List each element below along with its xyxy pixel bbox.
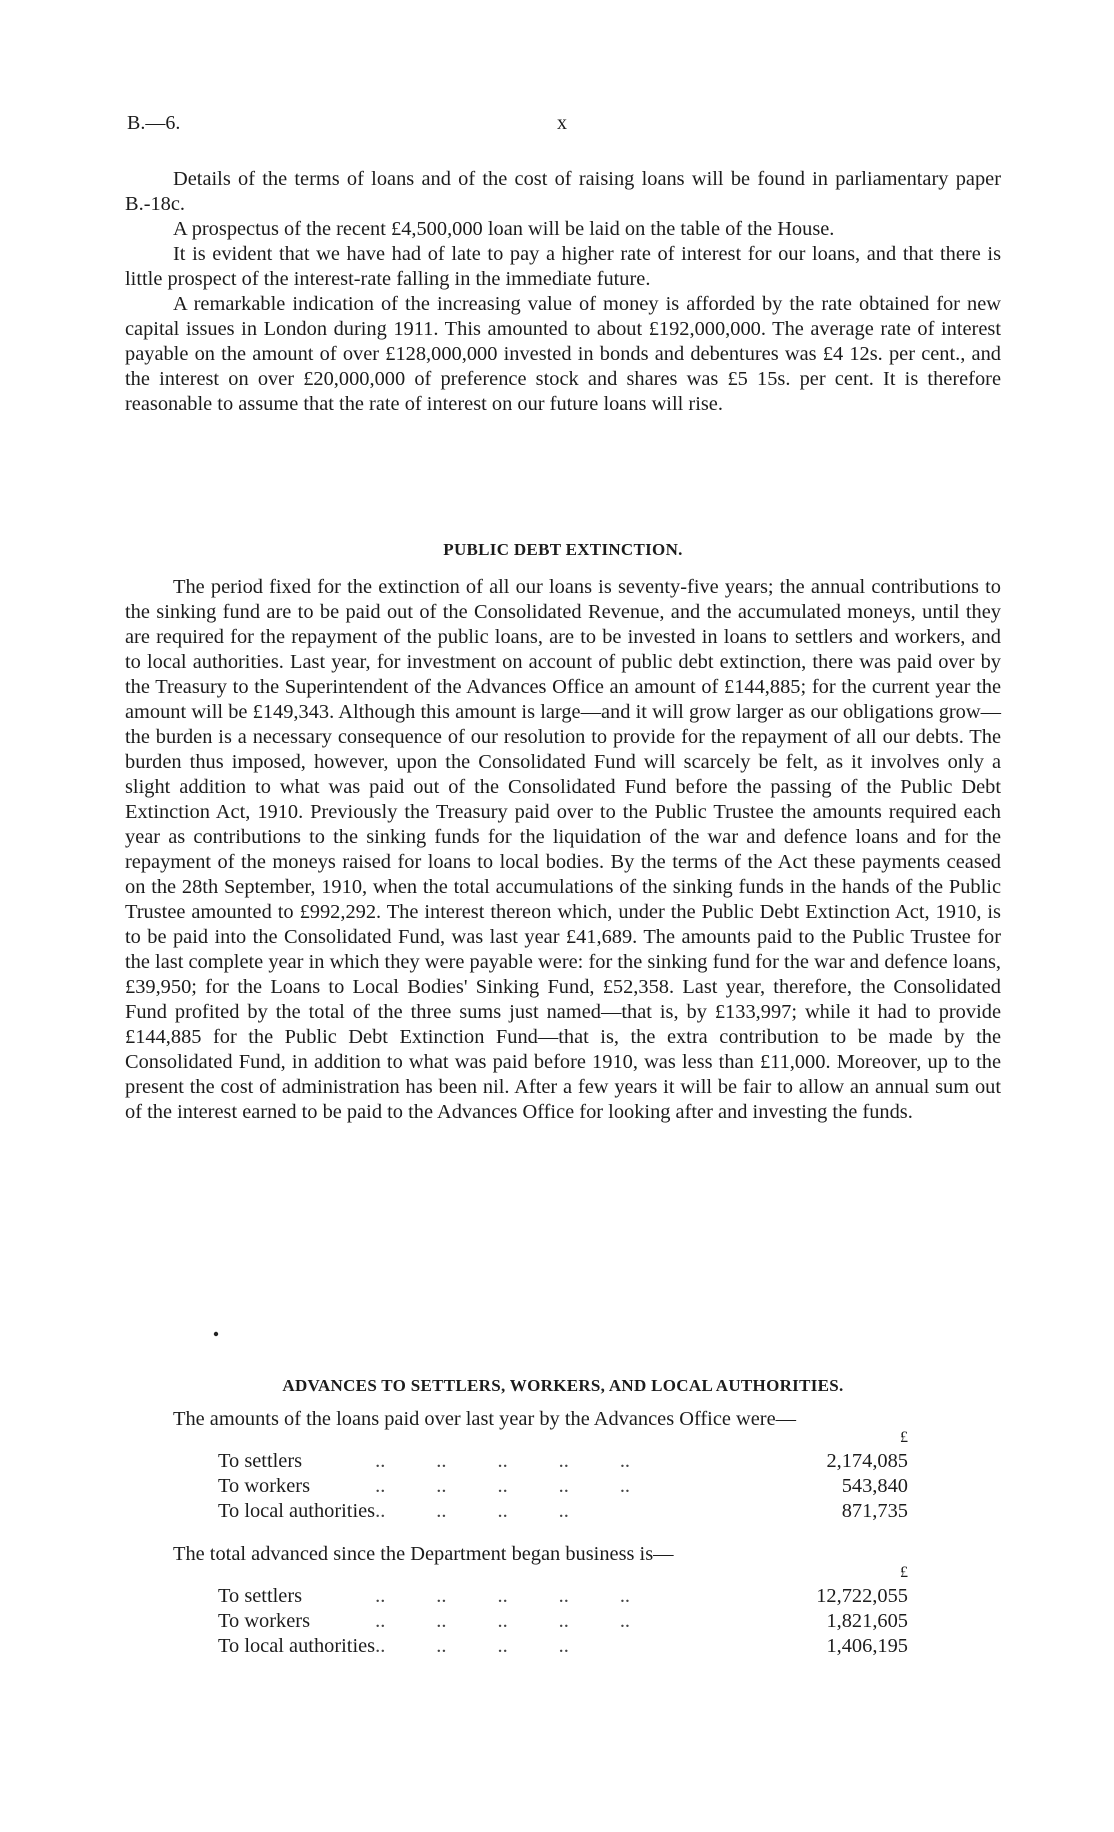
last-year-lead-text: The amounts of the loans paid over last year by the Advances Office were—: [173, 1408, 797, 1430]
intro-section: [125, 167, 1001, 417]
table-row: [218, 1609, 908, 1634]
row-label: To workers: [218, 1475, 311, 1497]
dot-leader: .. .. .. ..: [375, 1500, 569, 1522]
dot-leader: .. .. .. .. ..: [375, 1475, 631, 1497]
paragraph-public-debt-extinction: The period fixed for the extinction of all our loans is seventy-five years; the annual contributions to the sinking fund are to be paid out of the Consolidated Revenue, and the accumulated moneys, until they are required for the repayment of the public loans, are to be invested in loans to settlers and workers, and to local authorities. Last year, for investment on account of public debt extinction, there was paid over by the Treasury to the Superintendent of the Advances Office an amount of £144,885; for the current year the amount will be £149,343. Although this amount is large—and it will grow larger as our obligations grow—the burden is a necessary consequence of our resolution to provide for the repayment of all our debts. The burden thus imposed, however, upon the Consolidated Fund will scarcely be felt, as it involves only a slight addition to what was paid out of the Consolidated Fund before the passing of the Public Debt Extinction Act, 1910. Previously the Treasury paid over to the Public Trustee the amounts required each year as contributions to the sinking funds for the liquidation of the war and defence loans and for the repayment of the moneys raised for loans to local bodies. By the terms of the Act these payments ceased on the 28th September, 1910, when the total accumulations of the sinking funds in the hands of the Public Trustee amounted to £992,292. The interest thereon which, under the Public Debt Extinction Act, 1910, is to be paid into the Consolidated Fund, was last year £41,689. The amounts paid to the Public Trustee for the last complete year in which they were payable were: for the sinking fund for the war and defence loans, £39,950; for the Loans to Local Bodies' Sinking Fund, £52,358. Last year, therefore, the Consolidated Fund profited by the total of the three sums just named—that is, by £133,997; while it had to provide £144,885 for the Public Debt Extinction Fund—that is, the extra contribution to be made by the Consolidated Fund, in addition to what was paid before 1910, was less than £11,000. Moreover, up to the present the cost of administration has been nil. After a few years it will be fair to allow an annual sum out of the interest earned to be paid to the Advances Office for looking after and investing the funds.: [125, 576, 1001, 1123]
currency-unit: £: [900, 1564, 908, 1581]
page-number: x: [557, 112, 567, 134]
row-label: To local authorities: [218, 1500, 376, 1522]
paragraph-interest-rate: It is evident that we have had of late to pay a higher rate of interest for our loans, and that there is little prospect of the interest-rate falling in the immediate future.: [125, 243, 1001, 290]
row-label: To workers: [218, 1610, 311, 1632]
paragraph-loan-details: Details of the terms of loans and of the cost of raising loans will be found in parliamentary paper B.-18c.: [125, 168, 1001, 215]
table-row: [218, 1584, 908, 1609]
last-year-loans-table: [218, 1427, 908, 1524]
row-amount: 12,722,055: [816, 1585, 908, 1607]
row-label: To local authorities: [218, 1635, 376, 1657]
paper-reference: B.—6.: [127, 112, 181, 134]
stray-ink-mark: [212, 1330, 220, 1338]
currency-unit: £: [900, 1429, 908, 1446]
table-row: [218, 1449, 908, 1474]
dot-leader: .. .. .. ..: [375, 1635, 569, 1657]
row-amount: 871,735: [841, 1500, 908, 1522]
table-row: [218, 1499, 908, 1524]
paragraph-prospectus: A prospectus of the recent £4,500,000 loan will be laid on the table of the House.: [173, 218, 835, 240]
row-amount: 2,174,085: [826, 1450, 908, 1472]
page-header: [127, 112, 997, 142]
public-debt-extinction-section: [125, 575, 1001, 1125]
section-heading-public-debt-extinction: PUBLIC DEBT EXTINCTION.: [443, 540, 683, 559]
paragraph-value-of-money: A remarkable indication of the increasing value of money is afforded by the rate obtained for new capital issues in London during 1911. This amounted to about £192,000,000. The average rate of interest payable on the amount of over £128,000,000 invested in bonds and debentures was £4 12s. per cent., and the interest on over £20,000,000 of preference stock and shares was £5 15s. per cent. It is therefore reasonable to assume that the rate of interest on our future loans will rise.: [125, 293, 1001, 415]
row-label: To settlers: [218, 1585, 303, 1607]
section-heading-advances: ADVANCES TO SETTLERS, WORKERS, AND LOCAL AUTHORITIES.: [282, 1376, 844, 1395]
total-advanced-table: [218, 1562, 908, 1659]
total-advanced-lead-text: The total advanced since the Department began business is—: [173, 1543, 674, 1565]
unit-row: [218, 1562, 908, 1584]
row-label: To settlers: [218, 1450, 303, 1472]
dot-leader: .. .. .. .. ..: [375, 1450, 631, 1472]
table-row: [218, 1474, 908, 1499]
row-amount: 543,840: [841, 1475, 908, 1497]
dot-leader: .. .. .. .. ..: [375, 1610, 631, 1632]
row-amount: 1,821,605: [826, 1610, 908, 1632]
row-amount: 1,406,195: [826, 1635, 908, 1657]
table-row: [218, 1634, 908, 1659]
dot-leader: .. .. .. .. ..: [375, 1585, 631, 1607]
unit-row: [218, 1427, 908, 1449]
